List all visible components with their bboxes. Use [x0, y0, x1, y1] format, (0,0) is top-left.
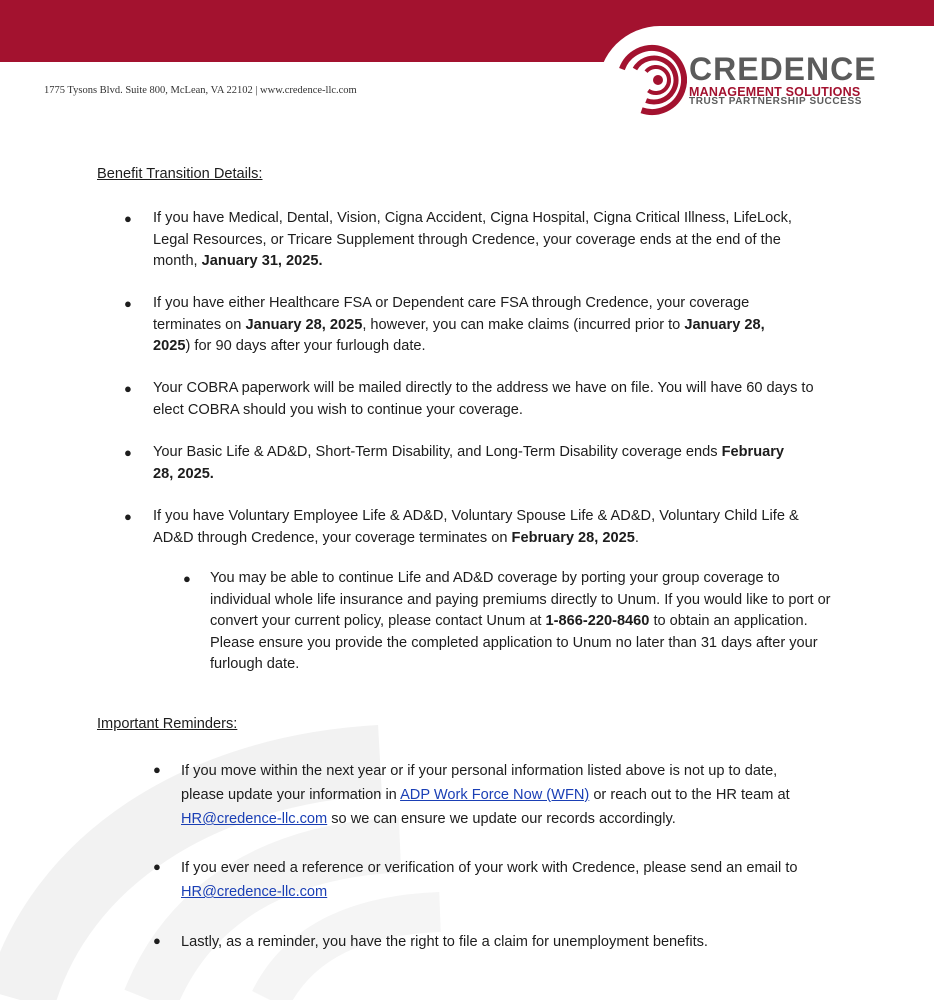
list-item	[153, 293, 803, 358]
item-text: If you move within the next year or if your personal information listed above is not up to date, please update your information in	[181, 763, 778, 803]
item-text: to obtain an application. Please ensure you provide the completed application to Unum no later than 31 days after your furlough date.	[210, 613, 818, 672]
bullet-icon: ●	[124, 211, 132, 226]
item-date: February 28, 2025	[511, 529, 635, 546]
item-date: January 31, 2025.	[201, 253, 323, 269]
item-text: or reach out to the HR team at	[589, 787, 790, 803]
item-date: February 28, 2025.	[153, 444, 785, 482]
hr-email-link[interactable]: HR@credence-llc.com	[181, 884, 328, 900]
letterhead-address: 1775 Tysons Blvd. Suite 800, McLean, VA 22102 | www.credence-llc.com	[44, 85, 357, 96]
item-text: Your Basic Life & AD&D, Short-Term Disability, and Long-Term Disability coverage ends	[153, 444, 722, 460]
bullet-icon: ●	[124, 445, 132, 460]
item-text: If you ever need a reference or verification of your work with Credence, please send an email to	[181, 860, 798, 876]
unum-phone: 1-866-220-8460	[545, 613, 650, 629]
item-text: You may be able to continue Life and AD&D coverage by porting your group coverage to individual whole life insurance and paying premiums directly to Unum. If you would like to port or convert your current policy, please contact Unum at	[210, 570, 831, 629]
bullet-icon: ●	[124, 296, 132, 311]
bullet-icon: ●	[124, 509, 132, 524]
list-item	[181, 759, 821, 831]
bullet-icon: ●	[183, 571, 191, 586]
swirl-logo-icon	[617, 40, 687, 120]
bullet-icon: ●	[153, 933, 161, 948]
bullet-icon: ●	[124, 381, 132, 396]
item-date: January 28, 2025	[153, 316, 765, 354]
list-item	[153, 442, 803, 485]
company-logo	[617, 40, 917, 120]
hr-email-link[interactable]: HR@credence-llc.com	[181, 811, 328, 827]
item-date: January 28, 2025	[245, 316, 363, 333]
item-text: .	[634, 529, 639, 546]
adp-wfn-link[interactable]: ADP Work Force Now (WFN)	[400, 787, 590, 803]
list-item	[153, 208, 828, 273]
item-text: , however, you can make claims (incurred prior to	[362, 316, 685, 333]
list-item	[153, 506, 813, 549]
benefit-transition-heading: Benefit Transition Details:	[97, 166, 263, 182]
bullet-icon: ●	[153, 762, 161, 777]
sub-list-item	[210, 568, 835, 676]
logo-name: CREDENCE	[689, 51, 877, 87]
item-text: so we can ensure we update our records accordingly.	[327, 811, 676, 827]
logo-tagline: TRUST PARTNERSHIP SUCCESS	[689, 96, 862, 107]
logo-subtitle: MANAGEMENT SOLUTIONS	[689, 85, 861, 99]
important-reminders-heading: Important Reminders:	[97, 716, 238, 732]
list-item	[181, 856, 821, 904]
list-item: Your COBRA paperwork will be mailed directly to the address we have on file. You will have 60 days to elect COBRA should you wish to continue your coverage.	[153, 380, 814, 418]
item-text: If you have Voluntary Employee Life & AD&D, Voluntary Spouse Life & AD&D, Voluntary Child Life & AD&D through Credence, your coverage terminates on	[153, 508, 799, 546]
item-text: If you have either Healthcare FSA or Dependent care FSA through Credence, your coverage terminates on	[153, 295, 750, 333]
item-text: If you have Medical, Dental, Vision, Cigna Accident, Cigna Hospital, Cigna Critical Illness, LifeLock, Legal Resources, or Tricare Supplement through Credence, your coverage ends at the end of the month,	[153, 210, 792, 269]
list-item: Lastly, as a reminder, you have the right to file a claim for unemployment benefits.	[181, 934, 708, 950]
item-text: ) for 90 days after your furlough date.	[185, 338, 426, 354]
bullet-icon: ●	[153, 859, 161, 874]
